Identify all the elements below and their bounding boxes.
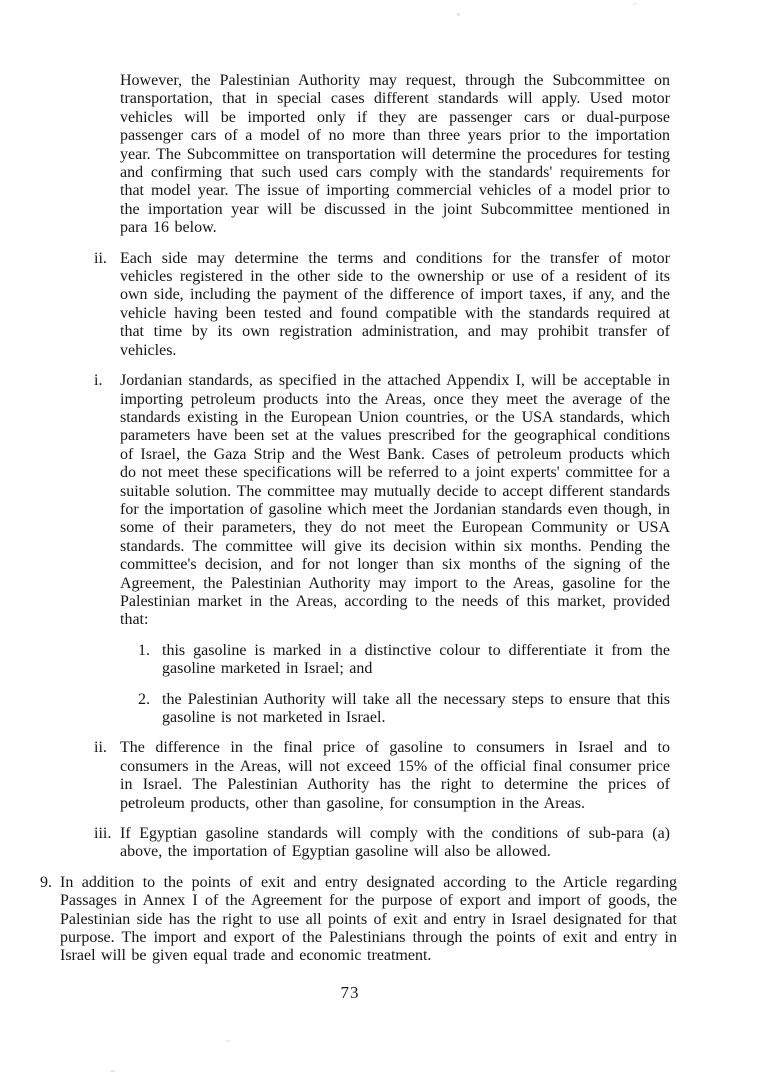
clause-text: Each side may determine the terms and conditions for the transfer of motor vehicles registered in the other side to the ownership or use of a resident of its own side, including the payment of the difference of import taxes, if any, and the vehicle having been tested and found compatible with the standards required at that time by its own registration administration, and may prohibit transfer of vehicles. — [120, 249, 670, 359]
scan-speck — [457, 13, 460, 16]
clause-text: If Egyptian gasoline standards will comply with the conditions of sub-para (a) above, the importation of Egyptian gasoline will also be allowed. — [120, 825, 670, 861]
paragraph-text: In addition to the points of exit and entry designated according to the Article regarding Passages in Annex I of the Agreement for the purpose of export and import of goods, the Palestinian side has the right to use all points of exit and entry in Israel designated for that purpose. The import and export of the Palestinians through the points of exit and entry in Israel will be given equal trade and economic treatment. — [60, 873, 677, 965]
clause-marker: i. — [94, 372, 103, 390]
paragraph-9-points-of-exit — [40, 874, 677, 966]
clause-text: Jordanian standards, as specified in the attached Appendix I, will be acceptable in importing petroleum products into the Areas, once they meet the average of the standards existing in the European Union countries, or the USA standards, which parameters have been set at the values prescribed for the geographical conditions of Israel, the Gaza Strip and the West Bank. Cases of petroleum products which do not meet these specifications will be referred to a joint experts' committee for a suitable solution. The committee may mutually decide to accept different standards for the importation of gasoline which meet the Jordanian standards even though, in some of their parameters, they do not meet the European Community or USA standards. The committee will give its decision within six months. Pending the committee's decision, and for not longer than six months of the signing of the Agreement, the Palestinian Authority may import to the Areas, gasoline for the Palestinian market in the Areas, according to the needs of this market, provided that: — [120, 372, 670, 629]
clause-text: The difference in the final price of gasoline to consumers in Israel and to consumers in the Areas, will not exceed 15% of the official final consumer price in Israel. The Palestinian Authority has the right to determine the prices of petroleum products, other than gasoline, for consumption in the Areas. — [120, 739, 670, 812]
scan-speck — [110, 1070, 115, 1072]
list-item-text: this gasoline is marked in a distinctive colour to differentiate it from the gasoline marketed in Israel; and — [162, 641, 670, 678]
list-item-marker: 2. — [138, 690, 150, 708]
paragraph-used-vehicles — [94, 72, 670, 238]
clause-iii-egyptian-gasoline — [94, 825, 670, 862]
clause-i-jordanian-standards — [94, 372, 670, 630]
clause-marker: ii. — [94, 739, 107, 757]
list-item-marker: 1. — [138, 641, 150, 659]
paragraph-text: However, the Palestinian Authority may request, through the Subcommittee on transportation, that in special cases different standards will apply. Used motor vehicles will be imported only if they are passenger cars or dual-purpose passenger cars of a model of no more than three years prior to the importation year. The Subcommittee on transportation will determine the procedures for testing and confirming that such used cars comply with the standards' requirements for that model year. The issue of importing commercial vehicles of a model prior to the importation year will be discussed in the joint Subcommittee mentioned in para 16 below. — [120, 72, 670, 237]
document-body — [0, 72, 758, 978]
paragraph-marker — [94, 72, 120, 238]
list-item-1-gasoline-colour — [138, 642, 670, 679]
clause-marker: iii. — [94, 825, 112, 843]
clause-marker: ii. — [94, 249, 107, 267]
scan-speck — [226, 1040, 230, 1042]
list-item-text: the Palestinian Authority will take all the necessary steps to ensure that this gasoline is not marketed in Israel. — [162, 690, 670, 726]
clause-ii-vehicle-transfer — [94, 250, 670, 360]
list-item-2-not-marketed — [138, 691, 670, 728]
scan-speck — [632, 2, 638, 7]
page-number: 73 — [340, 983, 360, 1002]
paragraph-marker: 9. — [40, 873, 52, 891]
clause-ii-gasoline-price — [94, 739, 670, 813]
